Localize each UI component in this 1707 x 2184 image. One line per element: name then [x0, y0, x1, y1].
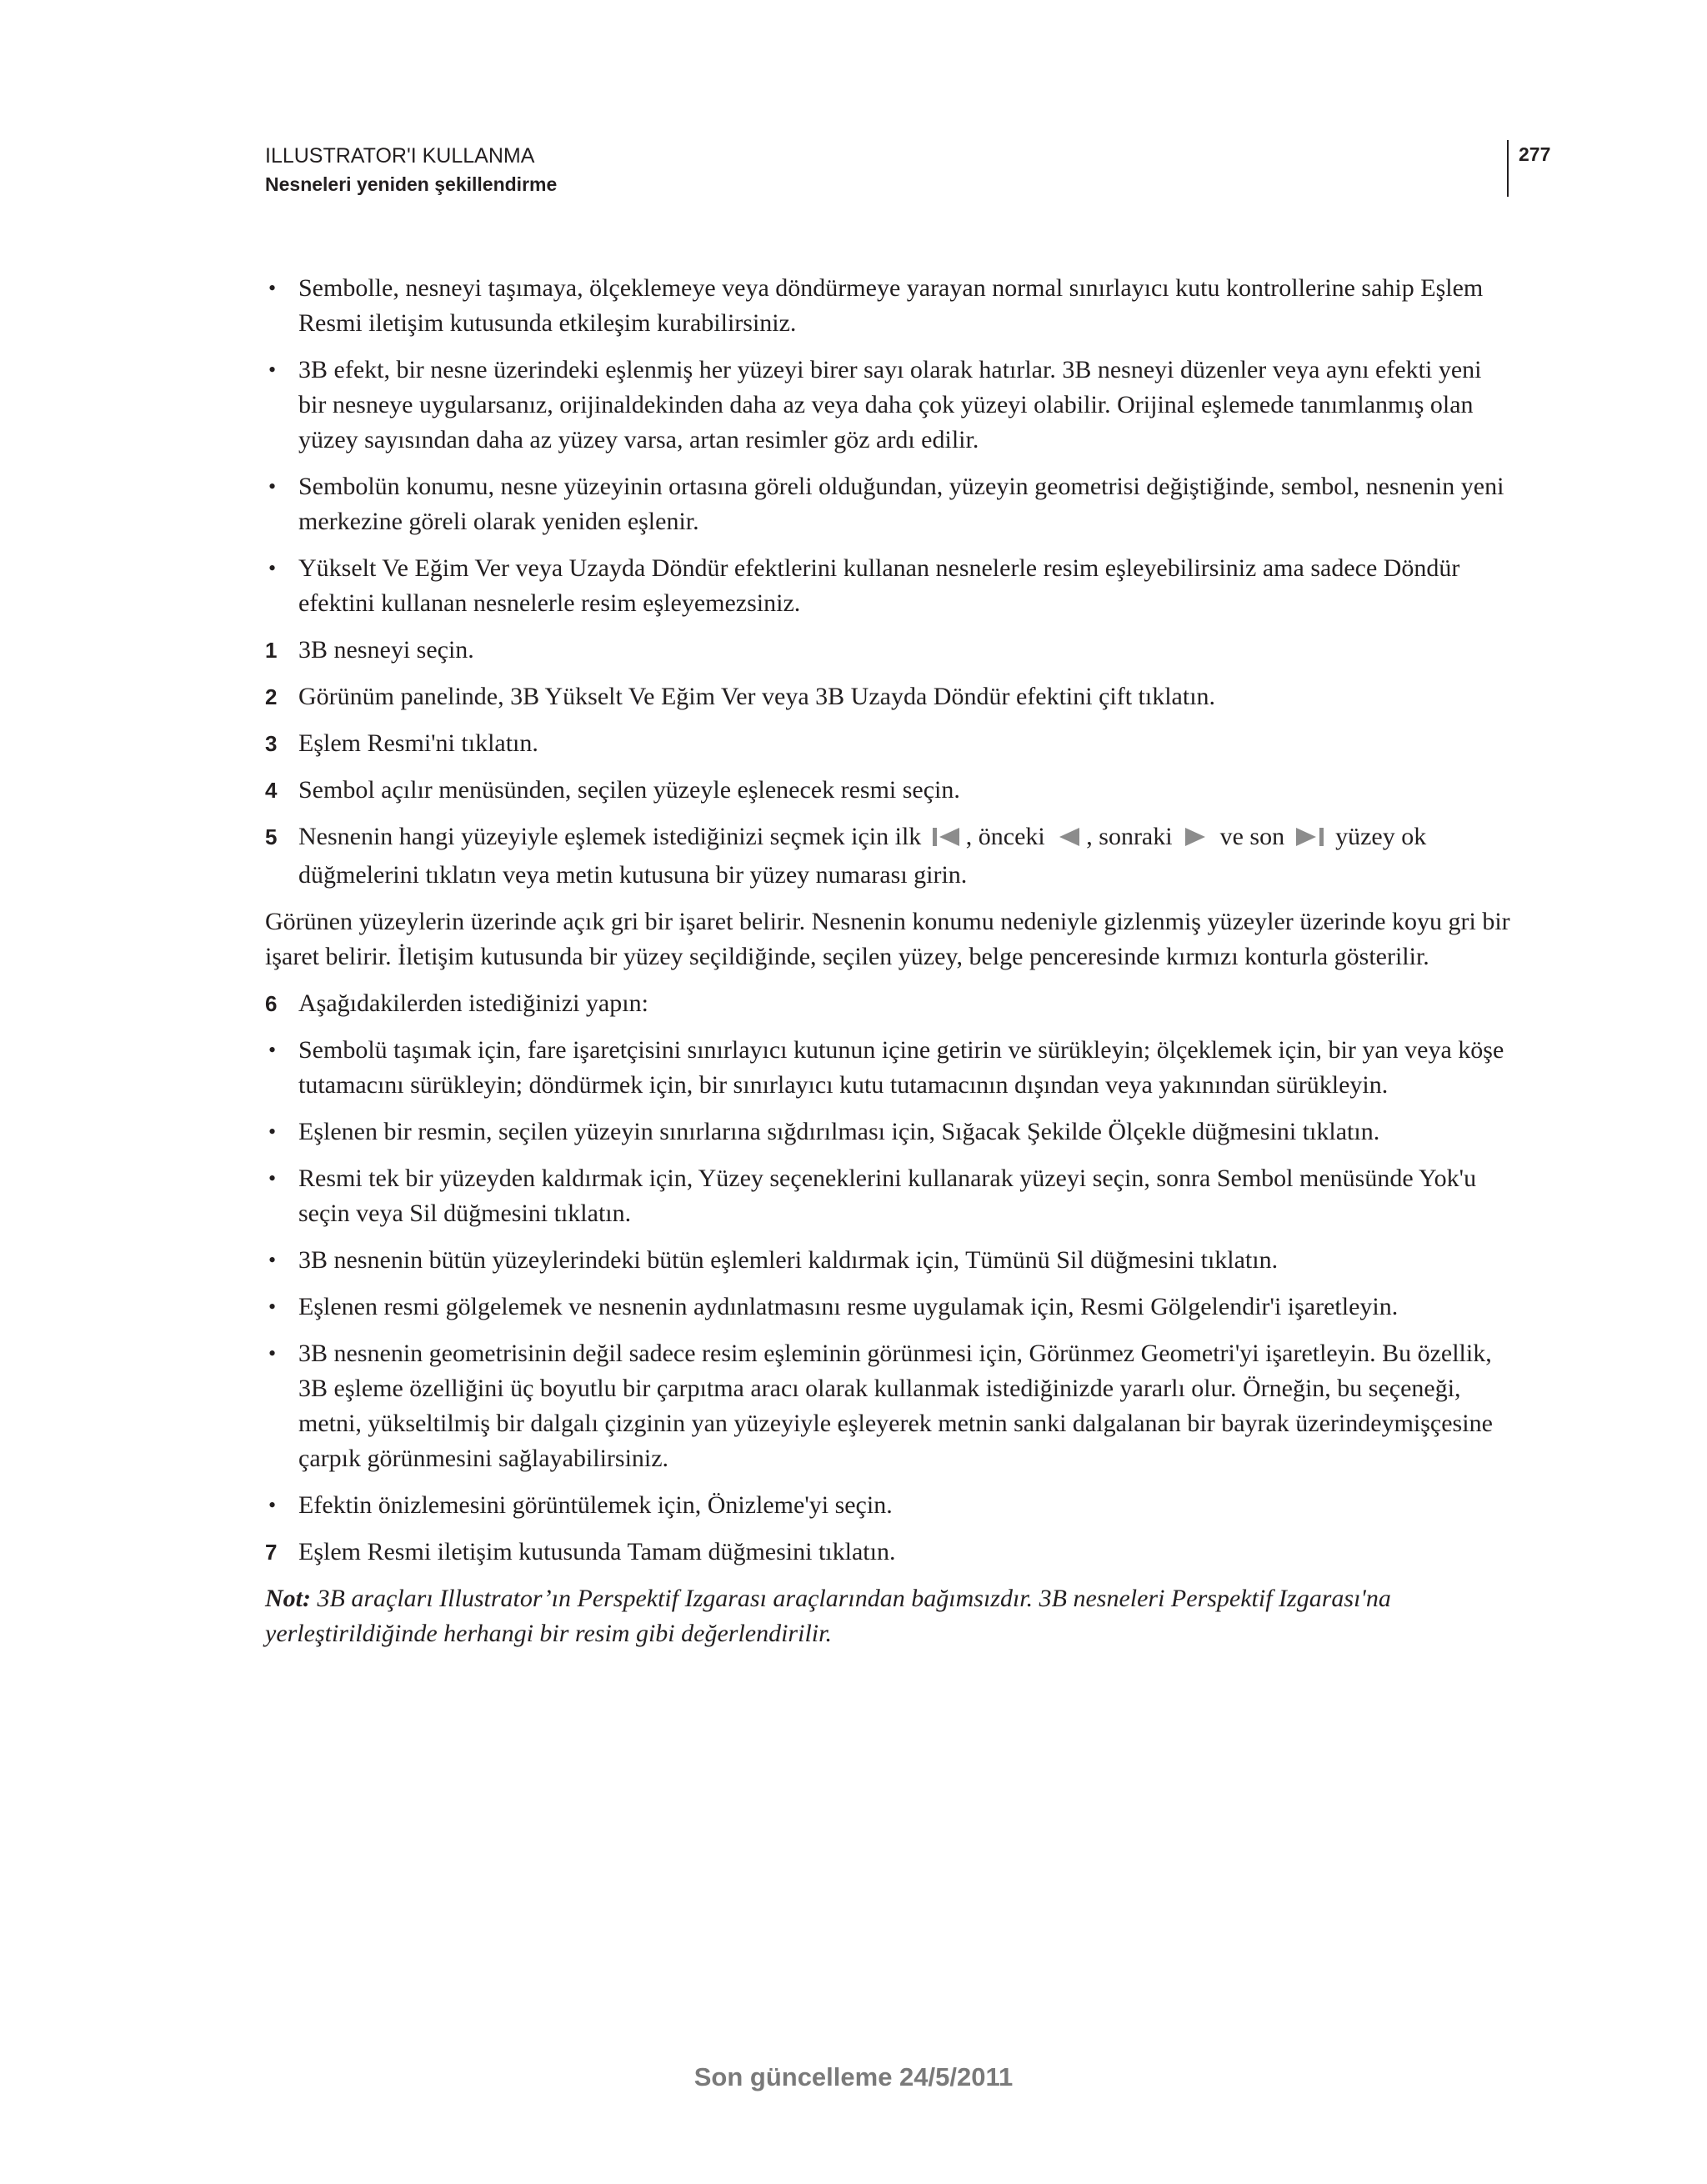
bullet-marker: •: [268, 358, 277, 382]
list-item: [265, 1115, 1515, 1150]
list-item-text: Resmi tek bir yüzeyden kaldırmak için, Yüzey seçeneklerini kullanarak yüzeyi seçin, sonra Sembol menüsünde Yok'u seçin veya Sil düğmesini tıklatın.: [298, 1165, 1477, 1227]
section-title: Nesneleri yeniden şekillendirme: [265, 173, 558, 195]
body-content: [265, 271, 1515, 1663]
list-item: [265, 1488, 1515, 1523]
step-number: 7: [265, 1540, 278, 1565]
step-item: [265, 679, 1515, 714]
note-text: 3B araçları Illustrator’ın Perspektif Izgarası araçlarından bağımsızdır. 3B nesneleri Perspektif Izgarası'na yerleştirildiğinde herhangi bir resim gibi değerlendirilir.: [265, 1585, 1391, 1647]
next-surface-icon: [1182, 823, 1210, 858]
list-item-text: Sembolle, nesneyi taşımaya, ölçeklemeye veya döndürmeye yarayan normal sınırlayıcı kutu kontrollerine sahip Eşlem Resmi iletişim kutusunda etkileşim kurabilirsiniz.: [298, 274, 1484, 337]
page-number: 277: [1519, 143, 1551, 165]
step-text: Eşlem Resmi'ni tıklatın.: [298, 729, 538, 757]
step-number: 5: [265, 824, 278, 849]
list-item: [265, 1161, 1515, 1231]
list-item: [265, 1243, 1515, 1278]
previous-surface-icon: [1054, 823, 1083, 858]
list-item-text: Sembolü taşımak için, fare işaretçisini sınırlayıcı kutunun içine getirin ve sürükleyin; ölçeklemek için, bir yan veya köşe tutamacını sürükleyin; döndürmek için, bir sınırlayıcı kutu tutamacının dışından veya yakınından sürükleyin.: [298, 1036, 1504, 1099]
step-item: [265, 986, 1515, 1021]
bullet-marker: •: [268, 1038, 277, 1062]
list-item-text: Eşlenen resmi gölgelemek ve nesnenin aydınlatmasını resme uygulamak için, Resmi Gölgelendir'i işaretleyin.: [298, 1293, 1399, 1320]
step-text-part: ve son: [1219, 823, 1285, 850]
list-item-text: Efektin önizlemesini görüntülemek için, Önizleme'yi seçin.: [298, 1491, 893, 1519]
bullet-marker: •: [268, 1166, 277, 1190]
step-number: 2: [265, 684, 278, 709]
bullet-marker: •: [268, 474, 277, 498]
step-item: [265, 1535, 1515, 1570]
list-item: [265, 1290, 1515, 1325]
body-paragraph: Görünen yüzeylerin üzerinde açık gri bir işaret belirir. Nesnenin konumu nedeniyle gizlenmiş yüzeyler üzerinde koyu gri bir işaret belirir. İletişim kutusunda bir yüzey seçildiğinde, seçilen yüzey, belge penceresinde kırmızı konturla gösterilir.: [265, 908, 1510, 970]
step-number: 6: [265, 991, 278, 1016]
step-item: [265, 773, 1515, 808]
list-item-text: 3B efekt, bir nesne üzerindeki eşlenmiş her yüzeyi birer sayı olarak hatırlar. 3B nesneyi düzenler veya aynı efekti yeni bir nesneye uygularsanız, orijinaldekinden daha az veya daha çok yüzeyi olabilir. Orijinal eşlemede tanımlanmış olan yüzey sayısından daha az yüzey varsa, artan resimler göz ardı edilir.: [298, 356, 1482, 453]
step-text-part: , önceki: [965, 823, 1045, 850]
step-text-part: yüzey ok düğmelerini tıklatın veya metin kutusuna bir yüzey numarası girin.: [298, 823, 1427, 889]
running-header: [265, 142, 557, 198]
step-number: 4: [265, 778, 278, 803]
bullet-marker: •: [268, 1120, 277, 1144]
step-item: [265, 726, 1515, 761]
bullet-marker: •: [268, 556, 277, 580]
list-item: [265, 1336, 1515, 1476]
bullet-marker: •: [268, 1248, 277, 1272]
step-number: 1: [265, 638, 278, 663]
page-footer: Son güncelleme 24/5/2011: [693, 2062, 1014, 2091]
step-text: Aşağıdakilerden istediğinizi yapın:: [298, 989, 648, 1017]
step-number: 3: [265, 731, 278, 756]
note-paragraph: [265, 1581, 1515, 1651]
step-text: Sembol açılır menüsünden, seçilen yüzeyle eşlenecek resmi seçin.: [298, 776, 960, 804]
list-item-text: Eşlenen bir resmin, seçilen yüzeyin sınırlarına sığdırılması için, Sığacak Şekilde Ölçekle düğmesini tıklatın.: [298, 1118, 1380, 1145]
note-label: Not:: [265, 1585, 311, 1612]
list-item: [265, 271, 1515, 341]
last-surface-icon: [1294, 823, 1326, 858]
step-text: Görünüm panelinde, 3B Yükselt Ve Eğim Ver veya 3B Uzayda Döndür efektini çift tıklatın.: [298, 683, 1216, 710]
step-item: [265, 633, 1515, 668]
list-item: [265, 353, 1515, 458]
bullet-marker: •: [268, 1295, 277, 1319]
step-text: Eşlem Resmi iletişim kutusunda Tamam düğmesini tıklatın.: [298, 1538, 896, 1565]
list-item-text: 3B nesnenin geometrisinin değil sadece resim eşleminin görünmesi için, Görünmez Geometri'yi işaretleyin. Bu özellik, 3B eşleme özelliğini üç boyutlu bir çarpıtma aracı olarak kullanmak istediğinizde yararlı olur. Örneğin, bu seçeneği, metni, yükseltilmiş bir dalgalı çizginin yan yüzeyiyle eşleyerek metnin sanki dalgalanan bir bayrak üzerindeymişçesine çarpık görünmesini sağlayabilirsiniz.: [298, 1340, 1493, 1472]
step-text-part: Nesnenin hangi yüzeyiyle eşlemek istediğinizi seçmek için ilk: [298, 823, 922, 850]
list-item-text: Yükselt Ve Eğim Ver veya Uzayda Döndür efektlerini kullanan nesnelerle resim eşleyebilirsiniz ama sadece Döndür efektini kullanan nesnelerle resim eşleyemezsiniz.: [298, 554, 1460, 617]
page-number-divider: [1507, 140, 1509, 197]
step-text-part: , sonraki: [1086, 823, 1173, 850]
list-item: [265, 551, 1515, 621]
list-item-text: Sembolün konumu, nesne yüzeyinin ortasına göreli olduğundan, yüzeyin geometrisi değiştiğinde, sembol, nesnenin yeni merkezine göreli olarak yeniden eşlenir.: [298, 473, 1504, 535]
bullet-marker: •: [268, 276, 277, 300]
bullet-marker: •: [268, 1493, 277, 1517]
book-title: ILLUSTRATOR'I KULLANMA: [265, 144, 535, 168]
step-text: 3B nesneyi seçin.: [298, 636, 474, 664]
step-item: [265, 819, 1515, 893]
list-item: [265, 469, 1515, 539]
first-surface-icon: [931, 823, 963, 858]
list-item-text: 3B nesnenin bütün yüzeylerindeki bütün eşlemleri kaldırmak için, Tümünü Sil düğmesini tıklatın.: [298, 1246, 1279, 1274]
bullet-marker: •: [268, 1341, 277, 1365]
list-item: [265, 1033, 1515, 1103]
